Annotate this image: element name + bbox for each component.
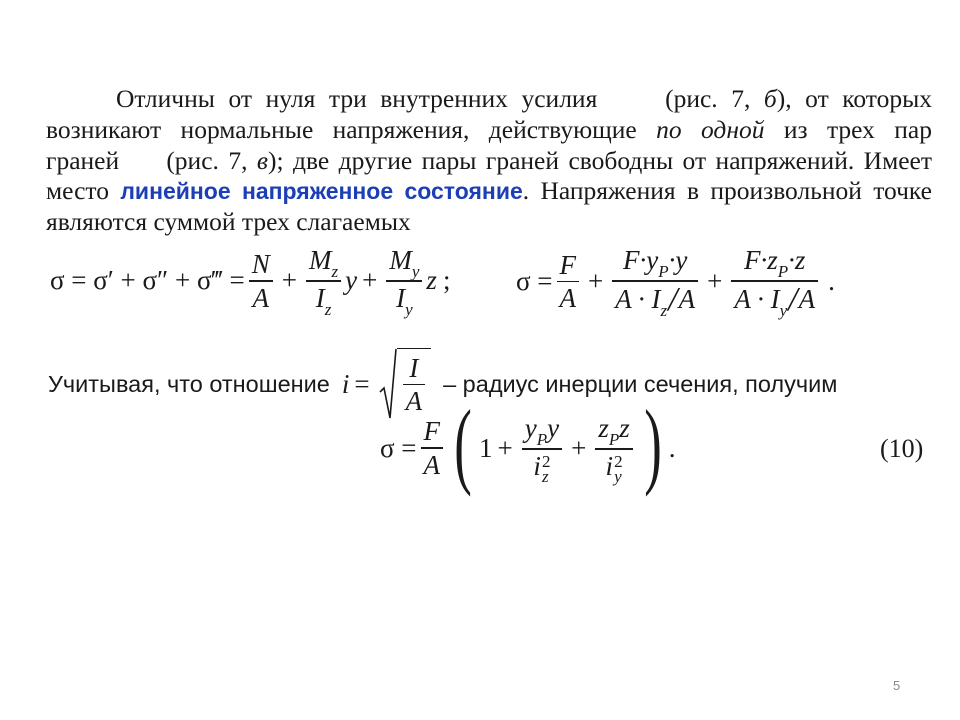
fraction-denominator: [731, 282, 818, 319]
variable: i: [605, 450, 614, 481]
formula-lhs: σ =: [380, 432, 417, 463]
subscript: P: [536, 430, 548, 450]
fraction: [386, 244, 422, 318]
denominator-text: A: [678, 283, 696, 314]
right-paren: ): [643, 390, 662, 497]
variable: i: [533, 450, 541, 481]
one: 1: [479, 432, 493, 463]
text-run: (рис. 7,: [166, 145, 257, 175]
subscript: z: [660, 300, 668, 320]
plus-sign: +: [571, 432, 587, 463]
text-run: Учитывая, что отношение: [48, 370, 330, 397]
fraction-numerator: [386, 244, 422, 280]
formula-10: [380, 390, 676, 497]
variable: z: [426, 265, 437, 296]
fraction: [421, 415, 444, 481]
text-run: ), от которых возникают нормальные напряжения, действующие: [46, 84, 932, 144]
fraction-denominator: A: [405, 386, 423, 417]
slash-divider: /: [788, 280, 798, 318]
superscript: 2: [614, 451, 623, 471]
subscript: P: [658, 262, 669, 281]
plus-sign: +: [281, 265, 298, 296]
fraction: [306, 244, 341, 318]
semicolon: ;: [442, 265, 451, 296]
subscript: P: [777, 262, 789, 281]
period: .: [668, 432, 676, 463]
formula-lhs: σ = σ′ + σ″ + σ‴ =: [50, 265, 245, 296]
fraction-denominator: A: [252, 282, 270, 313]
variable: I: [396, 282, 406, 313]
variable: i: [341, 368, 350, 399]
fraction-numerator: [522, 412, 562, 448]
italic-run: б: [763, 84, 777, 113]
fraction-denominator: A: [559, 283, 577, 314]
text-run: (рис. 7,: [665, 84, 764, 113]
equals-sign: =: [354, 368, 370, 399]
page-number: 5: [893, 678, 901, 693]
fraction: [522, 412, 562, 486]
fraction: [612, 244, 698, 319]
fraction-numerator: F: [423, 416, 441, 447]
variable: M: [309, 245, 332, 275]
fraction-denominator: A: [423, 449, 441, 480]
plus-sign: +: [588, 265, 604, 296]
text-run: – радиус инерции сечения, получим: [443, 370, 838, 397]
text-run: из трех пар граней: [46, 114, 932, 175]
superscript: 2: [541, 451, 551, 471]
numerator-text: F·z: [744, 245, 778, 275]
variable: y: [524, 413, 537, 444]
fraction-denominator: [530, 450, 553, 484]
formula-sigma-sum: [50, 244, 450, 318]
fraction-numerator: [620, 244, 690, 280]
italic-run: по одной: [656, 114, 765, 144]
variable: z: [619, 413, 630, 444]
fraction-denominator: [612, 282, 698, 319]
variable: M: [389, 245, 412, 275]
subscript: z: [331, 262, 339, 281]
left-paren: (: [454, 390, 472, 497]
fraction-numerator: F: [559, 249, 577, 280]
denominator-text: A · I: [615, 283, 661, 314]
plus-sign: +: [497, 432, 513, 463]
fraction-numerator: [595, 412, 632, 448]
numerator-text: F·y: [623, 245, 659, 275]
variable: I: [315, 282, 325, 313]
text-run: Отличны от нуля три внутренних усилия: [116, 84, 598, 113]
fraction-numerator: I: [409, 352, 419, 383]
text-run: ); две другие пары граней свободны от напряжений. Имеет место: [46, 145, 932, 206]
subscript: y: [411, 262, 420, 281]
variable: y: [345, 265, 358, 296]
subscript: z: [324, 299, 332, 319]
fraction-denominator: [393, 282, 416, 318]
period: .: [828, 265, 835, 296]
subscript: P: [608, 430, 620, 450]
variable: y: [547, 413, 560, 444]
fraction-numerator: [306, 244, 341, 280]
slash-divider: /: [668, 280, 678, 318]
fraction: [731, 244, 818, 319]
formula-lhs: σ =: [516, 265, 553, 296]
equation-number: (10): [880, 434, 924, 463]
subscript: y: [405, 299, 413, 319]
fraction: [557, 249, 580, 315]
fraction: [249, 248, 273, 314]
variable: z: [598, 413, 609, 444]
fraction: [595, 412, 632, 486]
formula-sigma-force: [516, 244, 835, 319]
numerator-text: ·y: [668, 245, 688, 275]
subscript: y: [779, 300, 788, 320]
fraction-denominator: [313, 282, 335, 318]
italic-run: в: [256, 145, 268, 175]
text-run: . Напряжения в произвольной точке являются суммой трех слагаемых: [46, 176, 933, 237]
subscript: z: [541, 466, 549, 486]
fraction-numerator: N: [251, 249, 270, 279]
subscript: y: [614, 466, 622, 486]
highlighted-term: линейное напряженное состояние: [120, 178, 523, 205]
plus-sign: +: [362, 265, 378, 296]
body-paragraph: [46, 84, 932, 238]
fraction-denominator: [603, 450, 626, 484]
numerator-text: ·z: [788, 245, 806, 275]
fraction-numerator: [741, 244, 808, 280]
denominator-text: A · I: [734, 283, 780, 314]
plus-sign: +: [707, 265, 723, 296]
denominator-text: A: [798, 283, 816, 314]
